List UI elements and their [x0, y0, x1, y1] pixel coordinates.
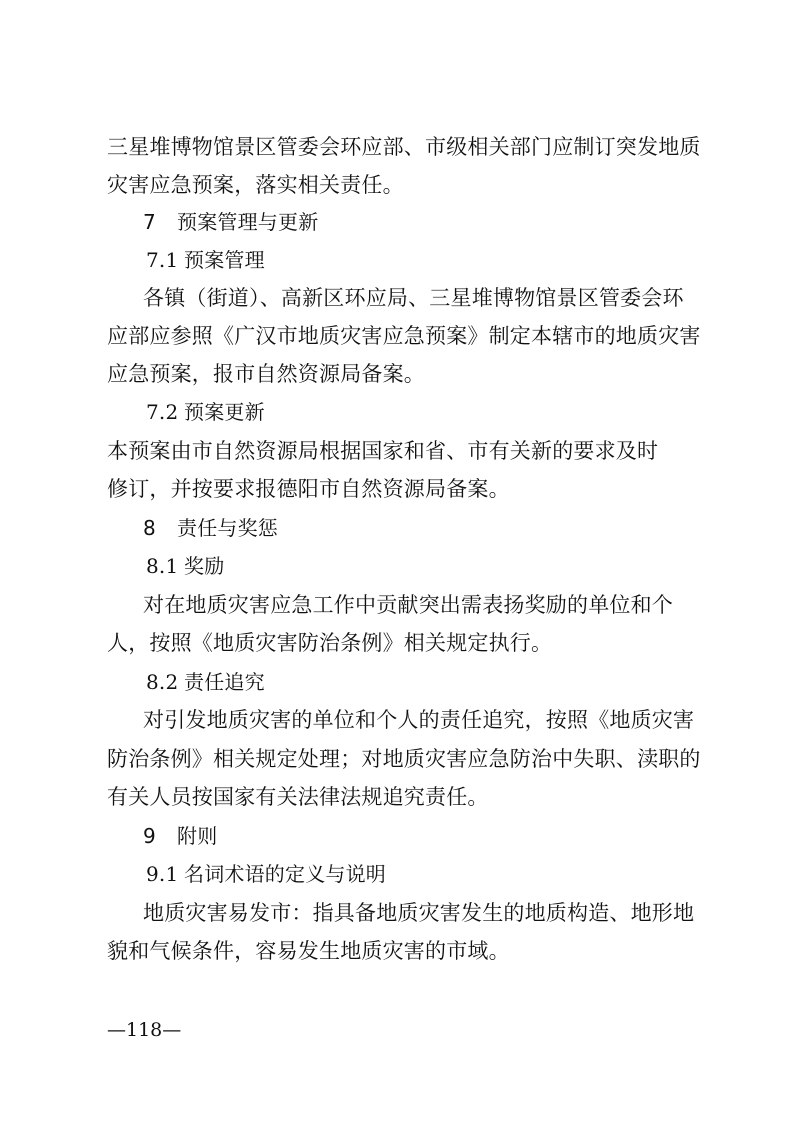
section-heading [143, 202, 733, 242]
paragraph-line: 灾害应急预案，落实相关责任。 [107, 173, 404, 197]
heading-text: 预案管理与更新 [177, 210, 319, 234]
heading-text: 附则 [177, 824, 218, 848]
section-heading [143, 508, 733, 548]
heading-number: 8 [143, 516, 156, 540]
heading-text: 责任追究 [184, 670, 265, 694]
subsection-heading [146, 546, 736, 586]
paragraph-line: 三星堆博物馆景区管委会环应部、市级相关部门应制订突发地质 [107, 135, 701, 159]
paragraph-line: 应部应参照《广汉市地质灾害应急预案》制定本辖市的地质灾害 [107, 324, 701, 348]
paragraph-line: 应急预案，报市自然资源局备案。 [107, 362, 425, 386]
heading-number: 9 [143, 824, 156, 848]
paragraph-line: 貌和气候条件，容易发生地质灾害的市域。 [107, 939, 510, 963]
paragraph-line: 人，按照《地质灾害防治条例》相关规定执行。 [107, 631, 553, 655]
heading-text: 名词术语的定义与说明 [184, 862, 386, 886]
heading-number: 8.1 [146, 554, 179, 578]
paragraph-line: 修订，并按要求报德阳市自然资源局备案。 [107, 477, 510, 501]
paragraph-line: 对引发地质灾害的单位和个人的责任追究，按照《地质灾害 [143, 708, 695, 732]
subsection-heading [146, 392, 736, 432]
subsection-heading [146, 854, 736, 894]
paragraph-line: 有关人员按国家有关法律法规追究责任。 [107, 785, 489, 809]
heading-number: 9.1 [146, 862, 179, 886]
heading-text: 预案管理 [184, 248, 265, 272]
heading-number: 7.1 [146, 248, 179, 272]
paragraph-line: 各镇（街道）、高新区环应局、三星堆博物馆景区管委会环 [143, 286, 684, 310]
heading-number: 7 [143, 210, 156, 234]
heading-text: 责任与奖惩 [177, 516, 278, 540]
paragraph-line: 防治条例》相关规定处理；对地质灾害应急防治中失职、渎职的 [107, 747, 701, 771]
heading-number: 8.2 [146, 670, 179, 694]
paragraph-line: 地质灾害易发市：指具备地质灾害发生的地质构造、地形地 [143, 901, 695, 925]
heading-number: 7.2 [146, 400, 179, 424]
paragraph-line: 对在地质灾害应急工作中贡献突出需表扬奖励的单位和个 [143, 593, 673, 617]
paragraph-line: 本预案由市自然资源局根据国家和省、市有关新的要求及时 [107, 439, 659, 463]
subsection-heading [146, 662, 736, 702]
heading-text: 奖励 [184, 554, 225, 578]
subsection-heading [146, 240, 736, 280]
section-heading [143, 816, 733, 856]
page-number: —118— [107, 1019, 182, 1041]
heading-text: 预案更新 [184, 400, 265, 424]
